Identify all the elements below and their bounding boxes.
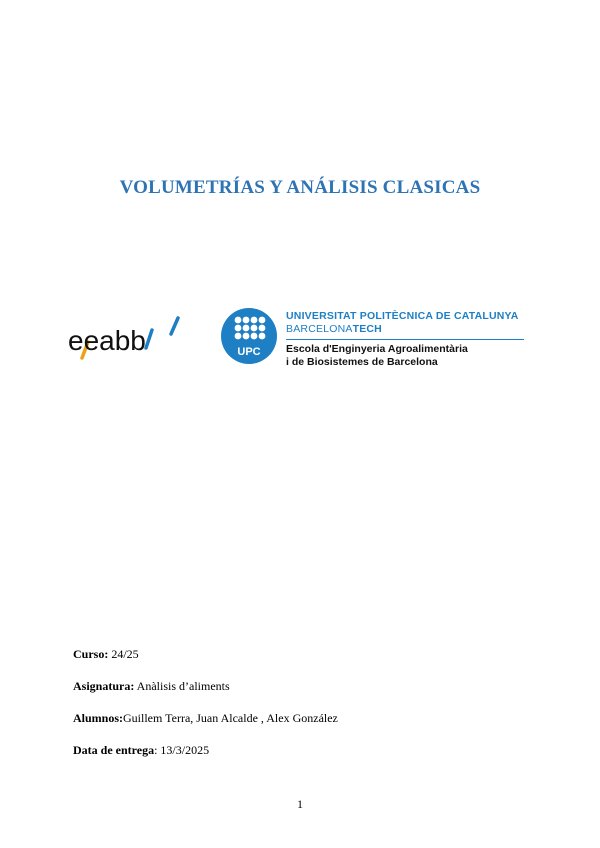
asignatura-label: Asignatura: (73, 679, 135, 693)
upc-university-name: UNIVERSITAT POLITÈCNICA DE CATALUNYA (286, 310, 519, 322)
upc-divider (286, 339, 524, 340)
asignatura-value: Anàlisis d’aliments (134, 679, 230, 693)
curso-value: 24/25 (108, 647, 139, 661)
upc-barcelonatech (286, 323, 536, 336)
info-entrega (73, 743, 209, 758)
school-name-line1: Escola d'Enginyeria Agroalimentària (286, 343, 468, 355)
upc-emblem-text: UPC (237, 346, 261, 358)
alumnos-label: Alumnos: (73, 711, 124, 725)
info-alumnos (73, 711, 338, 726)
page-number: 1 (297, 797, 303, 811)
curso-label: Curso: (73, 647, 109, 661)
entrega-label: Data de entrega (73, 743, 155, 757)
eeabb-logo-graphic (68, 312, 188, 364)
upc-logo-text (286, 310, 536, 369)
school-name-line2: i de Biosistemes de Barcelona (286, 356, 438, 368)
upc-emblem (220, 307, 278, 365)
document-title: VOLUMETRÍAS Y ANÁLISIS CLASICAS (119, 177, 481, 198)
alumnos-value: Guillem Terra, Juan Alcalde , Alex González (123, 711, 338, 725)
upc-tech: TECH (352, 323, 382, 335)
info-curso (73, 647, 139, 662)
upc-city: BARCELONA (286, 323, 353, 335)
eeabb-logo (68, 312, 188, 364)
entrega-value: : 13/3/2025 (154, 743, 210, 757)
info-asignatura (73, 679, 230, 694)
eeabb-logo-text: eeabb (68, 325, 146, 356)
